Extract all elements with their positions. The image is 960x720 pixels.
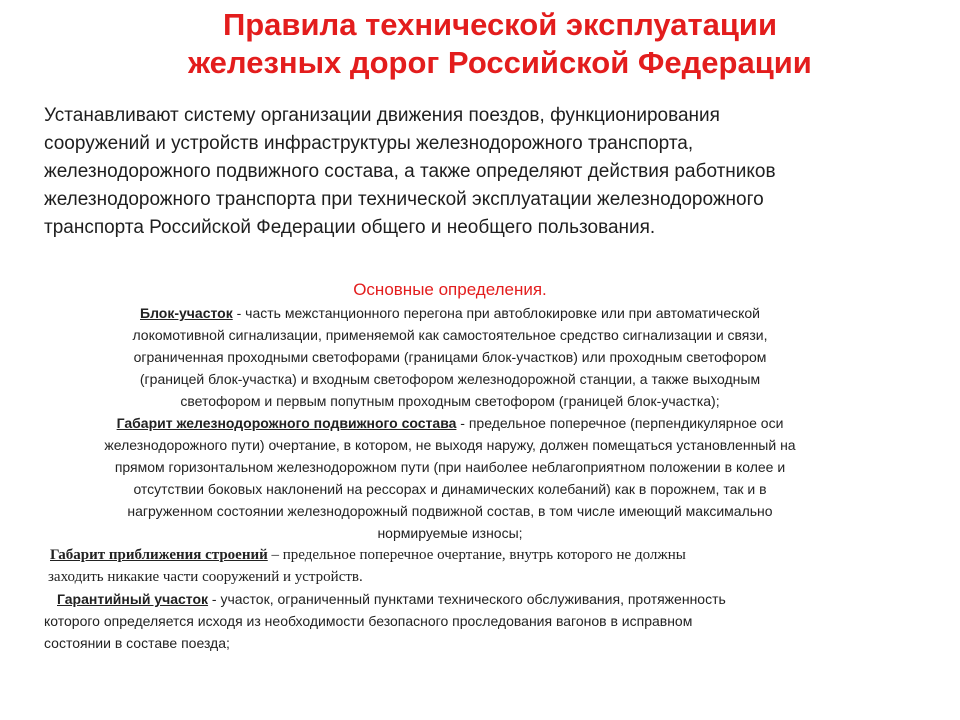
definition-text: – предельное поперечное очертание, внутрь которого не должны	[267, 547, 686, 563]
slide-title	[100, 6, 900, 82]
definition-text: - предельное поперечное (перпендикулярное оси	[456, 415, 784, 431]
definition-term: Габарит приближения строений	[50, 547, 268, 563]
definition-line: прямом горизонтальном железнодорожном пути (при наиболее неблагоприятном положении в колее и	[114, 459, 786, 475]
definition-line: ограниченная проходными светофорами (границами блок-участков) или проходным светофором	[133, 349, 767, 365]
intro-line: сооружений и устройств инфраструктуры железнодорожного транспорта,	[44, 133, 694, 154]
definition-term: Габарит железнодорожного подвижного состава	[116, 415, 457, 431]
intro-line: железнодорожного транспорта при технической эксплуатации железнодорожного	[44, 189, 764, 210]
definition-line: локомотивной сигнализации, применяемой как самостоятельное средство сигнализации и связи,	[132, 327, 768, 343]
intro-line: железнодорожного подвижного состава, а также определяют действия работников	[44, 161, 776, 182]
definition-line: нагруженном состоянии железнодорожный подвижной состав, в том числе имеющий максимально	[127, 503, 773, 519]
definition-term: Блок-участок	[140, 305, 233, 321]
definition-rolling-stock-gauge	[0, 412, 900, 544]
intro-paragraph	[44, 102, 924, 242]
definition-guarantee-section	[0, 588, 900, 654]
intro-line: Устанавливают систему организации движения поездов, функционирования	[44, 105, 720, 126]
definition-line: заходить никакие части сооружений и устройств.	[48, 569, 363, 585]
definition-line: нормируемые износы;	[377, 525, 523, 541]
definition-text: - участок, ограниченный пунктами технического обслуживания, протяженность	[208, 591, 726, 607]
slide-title-line-1: Правила технической эксплуатации	[222, 7, 778, 42]
definition-line	[50, 544, 900, 566]
slide-title-line-2: железных дорог Российской Федерации	[188, 45, 812, 80]
definition-text: - часть межстанционного перегона при автоблокировке или при автоматической	[232, 305, 760, 321]
definition-line	[0, 412, 900, 434]
intro-line: транспорта Российской Федерации общего и необщего пользования.	[44, 217, 656, 238]
definitions-list	[0, 302, 900, 654]
definition-line: отсутствии боковых наклонений на рессорах и динамических колебаний) как в порожнем, так и в	[133, 481, 767, 497]
definition-line: состоянии в составе поезда;	[44, 635, 230, 651]
definition-block-section	[0, 302, 900, 412]
definition-structure-gauge	[0, 544, 900, 588]
definition-line: светофором и первым попутным проходным светофором (границей блок-участка);	[180, 393, 720, 409]
definition-line: железнодорожного пути) очертание, в котором, не выходя наружу, должен помещаться установленный на	[104, 437, 796, 453]
definition-line	[57, 588, 900, 610]
definition-term: Гарантийный участок	[57, 591, 209, 607]
definitions-heading: Основные определения.	[353, 280, 547, 299]
definition-line: (границей блок-участка) и входным светофором железнодорожной станции, а также выходным	[139, 371, 761, 387]
definition-line	[0, 302, 900, 324]
definition-line: которого определяется исходя из необходимости безопасного проследования вагонов в исправном	[44, 613, 693, 629]
